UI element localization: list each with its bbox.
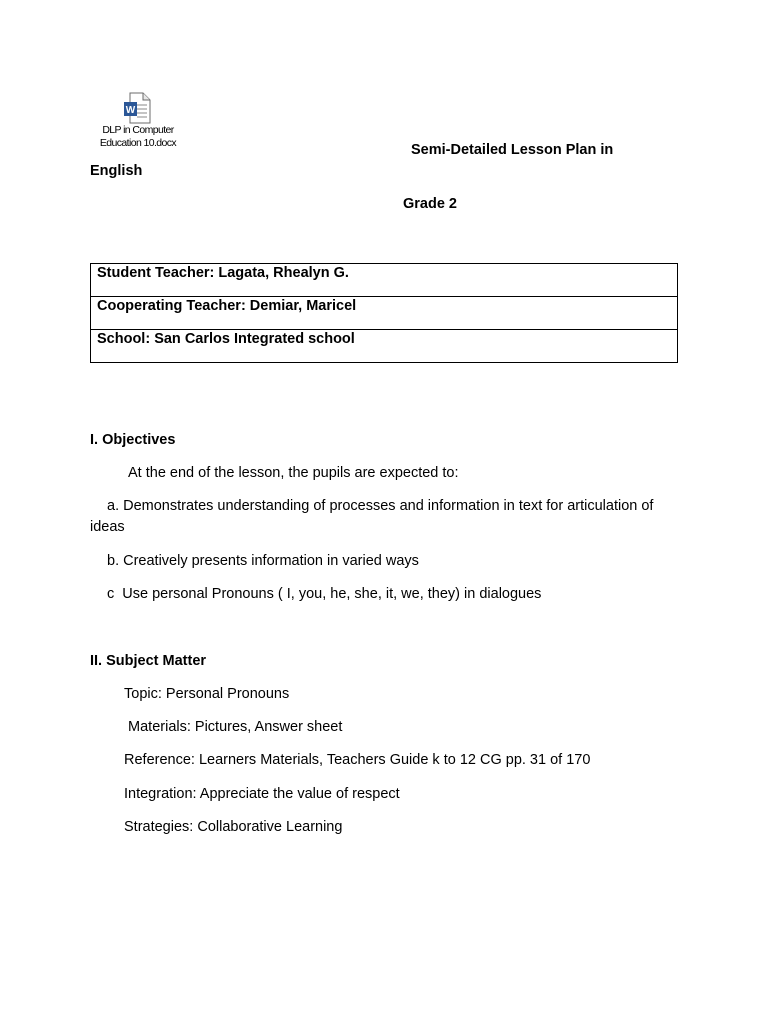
document-title: Semi-Detailed Lesson Plan in — [411, 142, 614, 158]
teacher-info-table — [90, 263, 678, 363]
word-document-icon — [123, 92, 153, 124]
svg-text:W: W — [125, 105, 136, 116]
objectives-heading: I. Objectives — [90, 432, 176, 448]
school-cell: School: San Carlos Integrated school — [91, 330, 678, 363]
subject-strategies: Strategies: Collaborative Learning — [124, 819, 343, 835]
subject-matter-heading: II. Subject Matter — [90, 653, 207, 669]
objectives-intro: At the end of the lesson, the pupils are expected to: — [128, 465, 459, 481]
subject-reference: Reference: Learners Materials, Teachers Guide k to 12 CG pp. 31 of 170 — [124, 752, 591, 768]
objective-item-a: a. Demonstrates understanding of processes and information in text for articulation of ideas — [90, 498, 654, 535]
embedded-file[interactable] — [92, 92, 184, 150]
embedded-file-caption-1: DLP in Computer — [102, 124, 174, 136]
embedded-file-caption-2: Education 10.docx — [99, 137, 177, 149]
objective-item-c: c Use personal Pronouns ( I, you, he, she, it, we, they) in dialogues — [107, 586, 542, 602]
subject-materials: Materials: Pictures, Answer sheet — [124, 719, 343, 735]
document-title-subject: English — [90, 163, 143, 179]
cooperating-teacher-cell: Cooperating Teacher: Demiar, Maricel — [91, 297, 678, 330]
table-row — [91, 297, 678, 330]
grade-label: Grade 2 — [403, 196, 457, 212]
table-row — [91, 264, 678, 297]
objective-item-b: b. Creatively presents information in varied ways — [107, 553, 419, 569]
subject-topic: Topic: Personal Pronouns — [124, 686, 290, 702]
student-teacher-cell: Student Teacher: Lagata, Rhealyn G. — [91, 264, 678, 297]
subject-integration: Integration: Appreciate the value of respect — [124, 786, 400, 802]
table-row — [91, 330, 678, 363]
